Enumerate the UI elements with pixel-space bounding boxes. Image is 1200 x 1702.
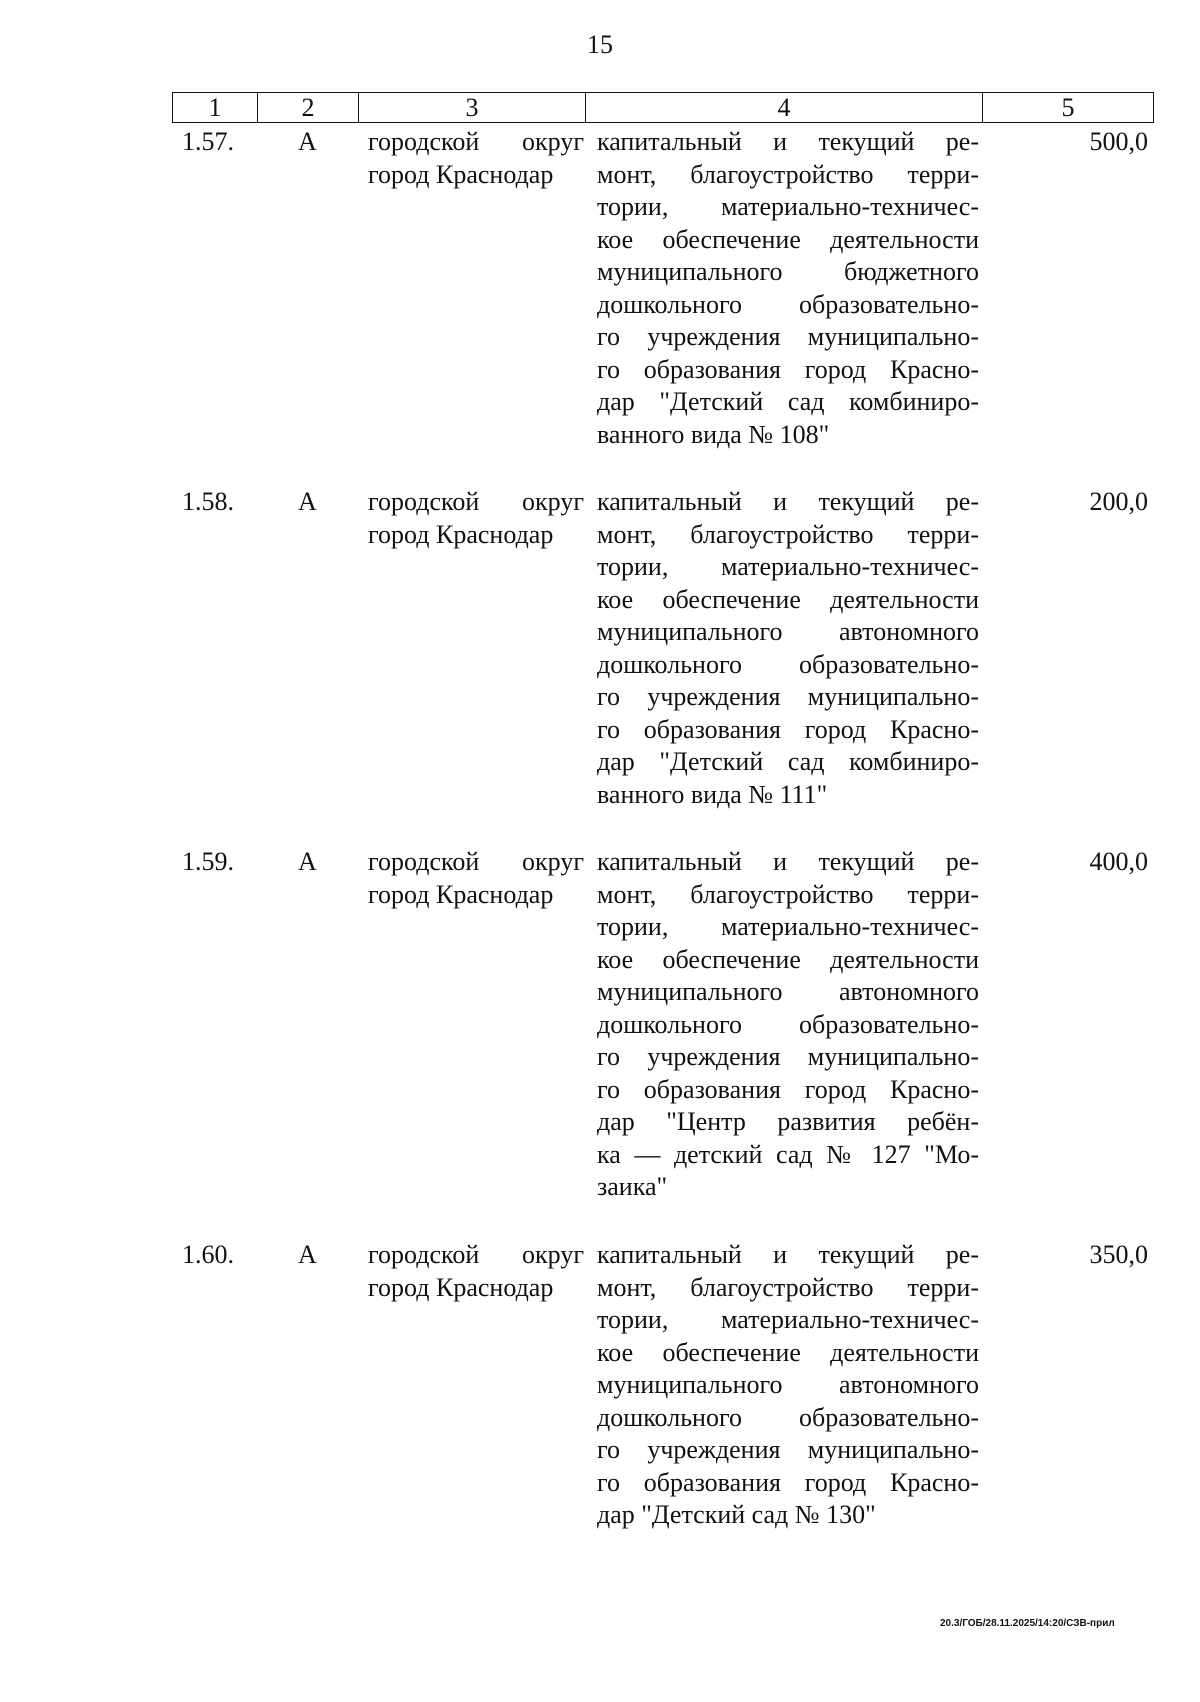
header-col-4: 4 <box>586 93 983 122</box>
description-line: капитальный и текущий ре- <box>597 1240 979 1269</box>
description-line: ванного вида № 111" <box>597 779 828 809</box>
description-line: дар "Центр развития ребён- <box>597 1107 979 1136</box>
description-line: го учреждения муниципально- <box>597 1435 979 1464</box>
row-amount: 400,0 <box>1089 847 1148 876</box>
description-line: дар "Детский сад комбиниро- <box>597 747 979 776</box>
description-line: капитальный и текущий ре- <box>597 847 979 876</box>
table-row <box>0 486 1200 826</box>
description-line: монт, благоустройство терри- <box>597 519 979 549</box>
header-col-1: 1 <box>173 93 258 122</box>
page-number: 15 <box>587 30 613 59</box>
document-code: 20.3/ГОБ/28.11.2025/14:20/СЗВ-прил <box>940 1618 1115 1629</box>
description-line: го учреждения муниципально- <box>597 1042 979 1071</box>
table-row <box>0 1239 1200 1559</box>
description-line: тории, материально-техничес- <box>597 912 979 941</box>
row-description <box>597 126 979 451</box>
description-line: муниципального бюджетного <box>597 257 979 286</box>
description-line: го образования город Красно- <box>597 354 979 384</box>
description-line: монт, благоустройство терри- <box>597 879 979 909</box>
description-line: го учреждения муниципально- <box>597 322 979 351</box>
description-line: муниципального автономного <box>597 1370 979 1399</box>
row-municipality: городской округ город Краснодар <box>368 127 584 189</box>
description-line: го образования город Красно- <box>597 1467 979 1497</box>
description-line: кое обеспечение деятельности <box>597 584 979 614</box>
row-municipality: городской округ город Краснодар <box>368 1240 584 1302</box>
description-line: дошкольного образовательно- <box>597 1009 979 1039</box>
description-line: ванного вида № 108" <box>597 419 830 449</box>
description-line: монт, благоустройство терри- <box>597 159 979 189</box>
row-type: А <box>298 847 317 876</box>
description-line: монт, благоустройство терри- <box>597 1272 979 1302</box>
description-line: капитальный и текущий ре- <box>597 127 979 156</box>
description-line: кое обеспечение деятельности <box>597 224 979 254</box>
description-line: дошкольного образовательно- <box>597 649 979 679</box>
description-line: дар "Детский сад комбиниро- <box>597 387 979 416</box>
row-description <box>597 1239 979 1532</box>
description-line: тории, материально-техничес- <box>597 1305 979 1334</box>
row-number: 1.60. <box>182 1240 234 1269</box>
row-amount: 200,0 <box>1089 487 1148 516</box>
description-line: ка — детский сад № 127 "Мо- <box>597 1139 979 1169</box>
row-municipality: городской округ город Краснодар <box>368 847 584 909</box>
description-line: заика" <box>597 1172 668 1201</box>
table-row <box>0 846 1200 1226</box>
row-amount: 500,0 <box>1089 127 1148 156</box>
description-line: муниципального автономного <box>597 617 979 646</box>
description-line: муниципального автономного <box>597 977 979 1006</box>
row-municipality: городской округ город Краснодар <box>368 487 584 549</box>
description-line: тории, материально-техничес- <box>597 552 979 581</box>
row-number: 1.58. <box>182 487 234 516</box>
row-number: 1.57. <box>182 127 234 156</box>
description-line: кое обеспечение деятельности <box>597 1337 979 1367</box>
header-col-5: 5 <box>1061 93 1075 122</box>
description-line: кое обеспечение деятельности <box>597 944 979 974</box>
header-col-3: 3 <box>359 93 586 122</box>
row-description <box>597 846 979 1204</box>
row-type: А <box>298 487 317 516</box>
table-header <box>172 92 1154 123</box>
row-number: 1.59. <box>182 847 234 876</box>
description-line: тории, материально-техничес- <box>597 192 979 221</box>
row-type: А <box>298 127 317 156</box>
row-amount: 350,0 <box>1089 1240 1148 1269</box>
description-line: дошкольного образовательно- <box>597 289 979 319</box>
row-type: А <box>298 1240 317 1269</box>
description-line: капитальный и текущий ре- <box>597 487 979 516</box>
description-line: дошкольного образовательно- <box>597 1402 979 1432</box>
description-line: го учреждения муниципально- <box>597 682 979 711</box>
table-row <box>0 126 1200 466</box>
description-line: го образования город Красно- <box>597 1074 979 1104</box>
description-line: дар "Детский сад № 130" <box>597 1500 876 1529</box>
description-line: го образования город Красно- <box>597 714 979 744</box>
row-description <box>597 486 979 811</box>
header-col-2: 2 <box>258 93 359 122</box>
